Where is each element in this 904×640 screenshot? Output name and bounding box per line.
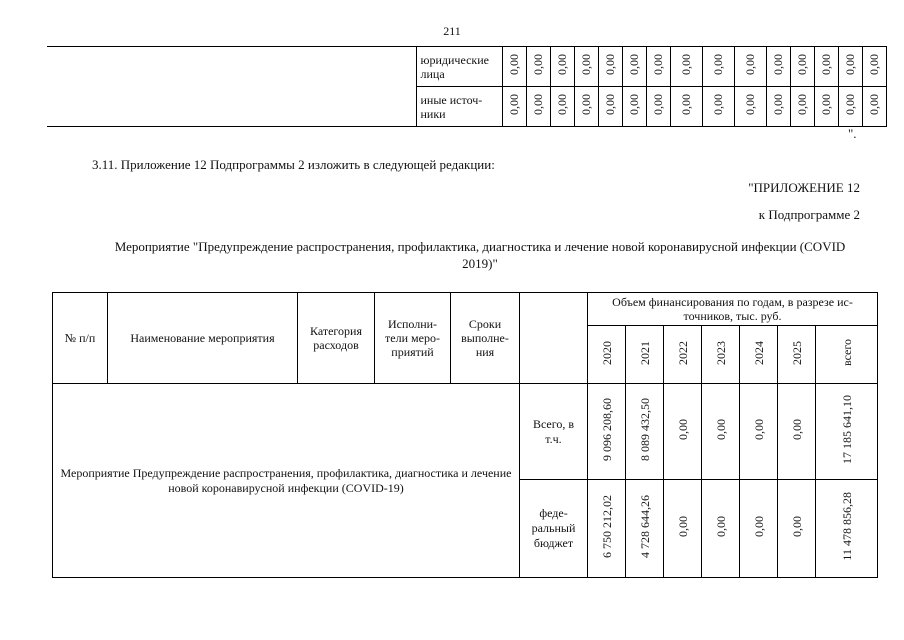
source-label: феде-ральный бюджет	[520, 480, 588, 578]
header-source	[520, 293, 588, 384]
value-cell: 0,00	[646, 87, 670, 127]
value-cell: 0,00	[670, 87, 702, 127]
value-cell: 0,00	[622, 87, 646, 127]
appendix-title: "ПРИЛОЖЕНИЕ 12	[748, 180, 860, 195]
total-header: всего	[816, 326, 878, 384]
value-cell: 0,00	[734, 47, 766, 87]
year-header: 2020	[588, 326, 626, 384]
value-cell: 0,00	[598, 47, 622, 87]
value-cell: 0,00	[574, 87, 598, 127]
source-label: иные источ-ники	[416, 87, 502, 127]
value-cell: 0,00	[502, 87, 526, 127]
value-cell: 0,00	[664, 480, 702, 578]
year-header: 2021	[626, 326, 664, 384]
year-header: 2024	[740, 326, 778, 384]
value-cell: 0,00	[702, 47, 734, 87]
header-category: Категория расходов	[298, 293, 375, 384]
year-header: 2022	[664, 326, 702, 384]
header-name: Наименование мероприятия	[108, 293, 298, 384]
source-label: юридические лица	[416, 47, 502, 87]
value-cell: 0,00	[740, 480, 778, 578]
funding-table	[52, 292, 878, 578]
event-name: Мероприятие Предупреждение распространения, профилактика, диагностика и лечение новой коронавирусной инфекции (COVID-19)	[53, 384, 520, 578]
year-header: 2023	[702, 326, 740, 384]
value-cell: 0,00	[814, 87, 838, 127]
appendix-subtitle: к Подпрограмме 2	[758, 207, 860, 222]
value-cell: 0,00	[766, 47, 790, 87]
value-cell: 0,00	[574, 47, 598, 87]
page-number: 211	[443, 24, 461, 38]
continuation-table	[47, 46, 887, 127]
instruction-paragraph: 3.11. Приложение 12 Подпрограммы 2 изложить в следующей редакции:	[92, 157, 495, 172]
value-cell: 0,00	[526, 47, 550, 87]
total-cell: 11 478 856,28	[816, 480, 878, 578]
value-cell: 0,00	[502, 47, 526, 87]
value-cell: 0,00	[598, 87, 622, 127]
value-cell: 0,00	[550, 87, 574, 127]
value-cell: 0,00	[646, 47, 670, 87]
header-row	[53, 293, 878, 326]
header-funding: Объем финансирования по годам, в разрезе ис-точников, тыс. руб.	[588, 293, 878, 326]
value-cell: 0,00	[862, 87, 886, 127]
end-quote: ".	[848, 126, 857, 141]
value-cell: 0,00	[526, 87, 550, 127]
value-cell: 0,00	[862, 47, 886, 87]
header-terms: Сроки выполне-ния	[451, 293, 520, 384]
value-cell: 0,00	[550, 47, 574, 87]
table-row	[53, 384, 878, 480]
value-cell: 0,00	[702, 384, 740, 480]
value-cell: 4 728 644,26	[626, 480, 664, 578]
value-cell: 6 750 212,02	[588, 480, 626, 578]
value-cell: 9 096 208,60	[588, 384, 626, 480]
year-header: 2025	[778, 326, 816, 384]
value-cell: 0,00	[778, 384, 816, 480]
value-cell: 0,00	[778, 480, 816, 578]
value-cell: 8 089 432,50	[626, 384, 664, 480]
value-cell: 0,00	[622, 47, 646, 87]
value-cell: 0,00	[702, 87, 734, 127]
value-cell: 0,00	[740, 384, 778, 480]
source-label: Всего, в т.ч.	[520, 384, 588, 480]
value-cell: 0,00	[702, 480, 740, 578]
value-cell: 0,00	[790, 47, 814, 87]
header-executors: Исполни-тели меро-приятий	[375, 293, 451, 384]
empty-cell	[47, 47, 416, 127]
value-cell: 0,00	[838, 47, 862, 87]
value-cell: 0,00	[790, 87, 814, 127]
value-cell: 0,00	[814, 47, 838, 87]
value-cell: 0,00	[766, 87, 790, 127]
header-num: № п/п	[53, 293, 108, 384]
table-row	[47, 47, 886, 87]
value-cell: 0,00	[664, 384, 702, 480]
document-heading: Мероприятие "Предупреждение распространения, профилактика, диагностика и лечение новой коронавирусной инфекции (COVID 2019)"	[114, 239, 846, 271]
value-cell: 0,00	[838, 87, 862, 127]
value-cell: 0,00	[734, 87, 766, 127]
value-cell: 0,00	[670, 47, 702, 87]
total-cell: 17 185 641,10	[816, 384, 878, 480]
